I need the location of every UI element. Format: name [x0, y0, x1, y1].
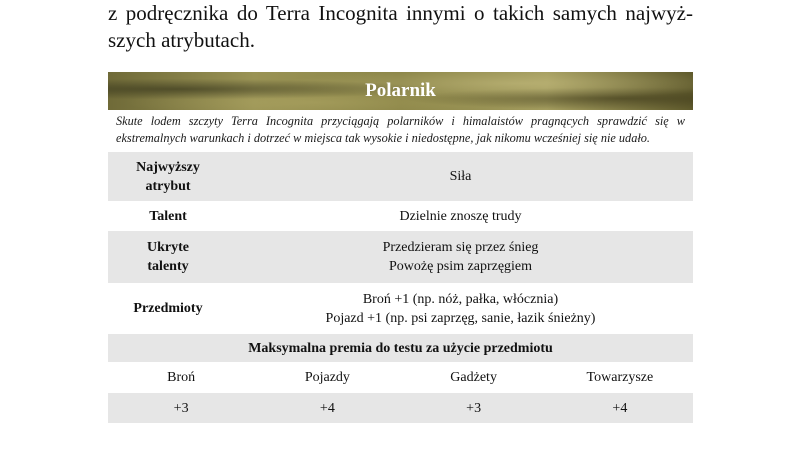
table-row: [108, 283, 693, 334]
row-key-line: Ukryte: [147, 240, 189, 255]
row-key: [108, 152, 228, 201]
card-description: Skute lodem szczyty Terra Incognita przyciągają polarników i himalaistów pragnących sprawdzić się w ekstremalnych warunkach i dotrzeć w miejsca tak wysokie i niedostępne, jak nikomu wcześniej się nie udało.: [116, 114, 685, 145]
row-value: [228, 201, 693, 231]
table-row: [108, 231, 693, 283]
bonus-column-label: Pojazdy: [304, 370, 350, 385]
bonus-header: Maksymalna premia do testu za użycie przedmiotu: [108, 334, 693, 362]
card-title: Polarnik: [365, 80, 436, 101]
intro-line-1: z podręcznika do Terra Incognita innymi o takich samych najwyż-: [108, 1, 693, 25]
bonus-values-row: [108, 393, 693, 423]
row-value: [228, 283, 693, 334]
row-value-line: Siła: [449, 169, 472, 184]
row-value-line: Przedzieram się przez śnieg: [382, 240, 539, 255]
attributes-table: [108, 152, 693, 334]
table-row: [108, 152, 693, 201]
row-value: [228, 231, 693, 283]
bonus-column-label: Broń: [167, 370, 196, 385]
row-key-line: Najwyższy: [136, 159, 200, 175]
bonus-value: +3: [401, 393, 547, 423]
profession-card: [108, 72, 693, 423]
bonus-columns-row: [108, 362, 693, 393]
table-row: [108, 201, 693, 231]
bonus-table: [108, 334, 693, 423]
bonus-value: +4: [547, 393, 693, 423]
bonus-value: +4: [254, 393, 400, 423]
row-key: [108, 283, 228, 334]
row-key-line: Przedmioty: [133, 301, 203, 316]
intro-paragraph: [108, 0, 693, 54]
row-value-line: Dzielnie znoszę trudy: [399, 208, 522, 224]
intro-line-2: szych atrybutach.: [108, 28, 255, 52]
bonus-header-row: [108, 334, 693, 362]
bonus-column-label: Gadżety: [450, 370, 497, 385]
row-key: [108, 201, 228, 231]
row-key-line: Talent: [149, 208, 187, 224]
row-key-line: talenty: [147, 259, 189, 274]
bonus-value: +3: [108, 393, 254, 423]
card-title-banner: [108, 72, 693, 110]
row-value-line: Broń +1 (np. nóż, pałka, włócznia): [362, 291, 559, 307]
row-value: [228, 152, 693, 201]
row-key-line: atrybut: [145, 178, 191, 194]
row-value-line: Pojazd +1 (np. psi zaprzęg, sanie, łazik śnieżny): [325, 310, 596, 326]
row-key: [108, 231, 228, 283]
row-value-line: Powożę psim zaprzęgiem: [388, 259, 533, 274]
bonus-column-label: Towarzysze: [586, 370, 654, 385]
